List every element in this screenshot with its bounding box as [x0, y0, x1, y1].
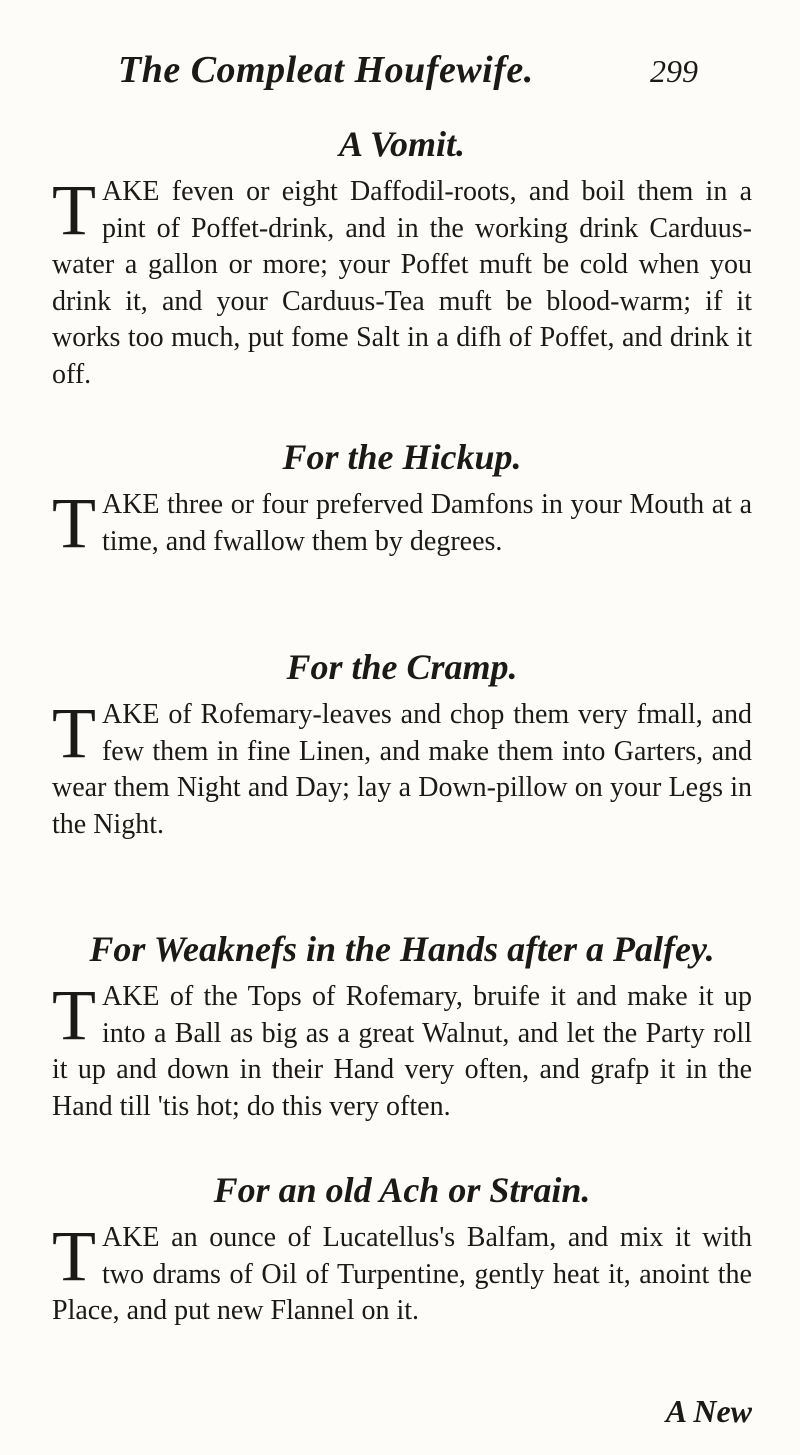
- running-head: [118, 48, 698, 92]
- recipe-title: For an old Ach or Strain.: [213, 1170, 591, 1210]
- recipe-body: [52, 1216, 752, 1330]
- recipe-vomit: [52, 122, 752, 393]
- page-number: 299: [650, 53, 698, 89]
- recipe-hickup: [52, 435, 752, 563]
- recipe-text: AKE of the Tops of Rofemary, bruife it and make it up into a Ball as big as a great Walnut, and let the Party roll it up and down in their Hand very often, and grafp it in the Hand till 'tis hot; do this very often.: [52, 981, 752, 1122]
- drop-cap: T: [52, 483, 96, 563]
- recipe-text: AKE of Rofemary-leaves and chop them very fmall, and few them in fine Linen, and make them into Garters, and wear them Night and Day; lay a Down-pillow on your Legs in the Night.: [52, 699, 752, 840]
- recipe-body: [52, 975, 752, 1125]
- recipe-title: For Weaknefs in the Hands after a Palfey.: [89, 929, 715, 969]
- recipe-title: For the Cramp.: [286, 647, 518, 687]
- recipe-body: [52, 170, 752, 393]
- catchword: A New: [665, 1393, 752, 1429]
- drop-cap: T: [52, 170, 96, 250]
- drop-cap: T: [52, 975, 96, 1055]
- recipe-text: AKE an ounce of Lucatellus's Balfam, and mix it with two drams of Oil of Turpentine, gently heat it, anoint the Place, and put new Flannel on it.: [52, 1222, 752, 1326]
- drop-cap: T: [52, 693, 96, 773]
- recipe-text: AKE three or four preferved Damfons in your Mouth at a time, and fwallow them by degrees.: [101, 489, 752, 557]
- recipe-body: [52, 693, 752, 843]
- recipe-title: A Vomit.: [338, 124, 466, 164]
- recipe-cramp: [52, 645, 752, 843]
- running-title: The Compleat Houfewife.: [118, 49, 534, 91]
- drop-cap: T: [52, 1216, 96, 1296]
- recipe-palsey: [52, 927, 752, 1125]
- recipe-ach-strain: [52, 1168, 752, 1330]
- recipe-text: AKE feven or eight Daffodil-roots, and boil them in a pint of Poffet-drink, and in the working drink Carduus-water a gallon or more; your Poffet muft be cold when you drink it, and your Carduus-Tea muft be blood-warm; if it works too much, put fome Salt in a difh of Poffet, and drink it off.: [52, 176, 752, 390]
- recipe-body: [52, 483, 752, 563]
- recipe-title: For the Hickup.: [282, 437, 522, 477]
